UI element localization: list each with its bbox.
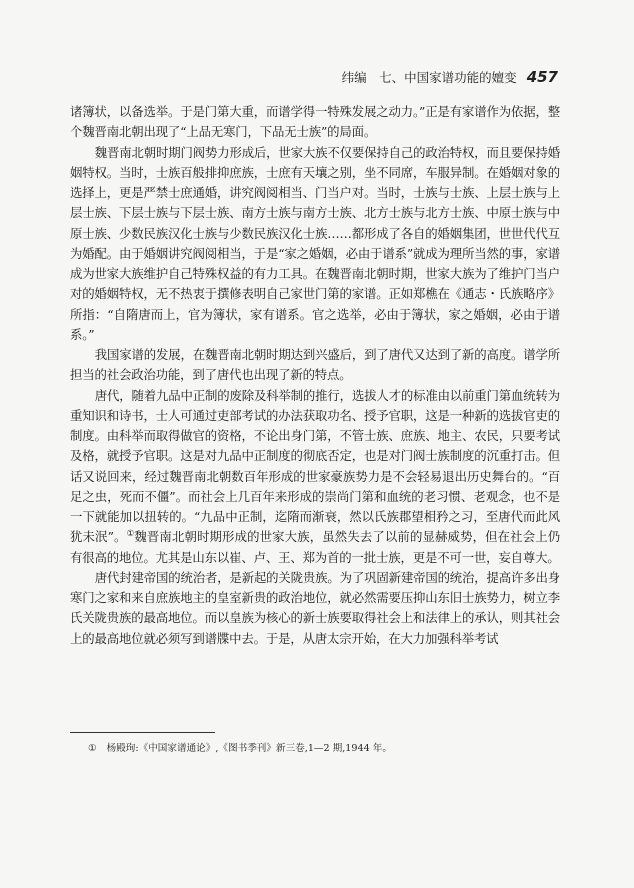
paragraph-3: 我国家谱的发展，在魏晋南北朝时期达到兴盛后，到了唐代又达到了新的高度。谱学所担当的社会政治功能，到了唐代也出现了新的特点。 [70, 347, 560, 383]
footnote-divider [70, 732, 215, 733]
paragraph-1: 诸簿状，以备选举。于是门第大重，而谱学得一特殊发展之动力。”正是有家谱作为依据，整个魏晋南北朝出现了“上品无寒门，下品无士族”的局面。 [70, 104, 560, 140]
footnote-mark: ① [88, 743, 97, 754]
header-section-title: 纬编 七、中国家谱功能的嬗变 [341, 70, 517, 85]
footnote-text: 杨殿珣:《中国家谱通论》,《图书季刊》新三卷,1—2 期,1944 年。 [106, 743, 392, 754]
footnote [88, 742, 558, 756]
paragraph-5: 唐代封建帝国的统治者，是新起的关陇贵族。为了巩固新建帝国的统治，提高许多出身寒门之家和来自庶族地主的皇室新贵的政治地位，就必然需要压抑山东旧士族势力，树立李氏关陇贵族的最高地位。而以皇族为核心的新士族要取得社会上和法律上的承认，则其社会上的最高地位就必须写到谱牒中去。于是，从唐太宗开始，在大力加强科举考试 [70, 569, 560, 646]
running-header [70, 68, 558, 86]
paragraph-2: 魏晋南北朝时期门阀势力形成后，世家大族不仅要保持自己的政治特权，而且要保持婚姻特权。当时，士族百般排抑庶族，士庶有天壤之别，坐不同席，车服异制。在婚姻对象的选择上，更是严禁士庶通婚，讲究阀阅相当、门当户对。当时，士族与士族、上层士族与上层士族、下层士族与下层士族、南方士族与南方士族、北方士族与北方士族、中原士族与中原士族、少数民族汉化士族与少数民族汉化士族……都形成了各自的婚姻集团，世世代代互为婚配。由于婚姻讲究阀阅相当，于是“家之婚姻，必由于谱系”就成为理所当然的事，家谱成为世家大族维护自己特殊权益的有力工具。在魏晋南北朝时期，世家大族为了维护门当户对的婚姻特权，无不热衷于撰修表明自己家世门第的家谱。正如郑樵在《通志・氏族略序》所指：“自隋唐而上，官为簿状，家有谱系。官之选举，必由于簿状，家之婚姻，必由于谱系。” [70, 144, 560, 342]
footnote-reference[interactable]: ① [126, 529, 135, 540]
paragraph-4-text: 唐代，随着九品中正制的废除及科举制的推行，选拔人才的标准由以前重门第血统转为重知识和诗书，士人可通过吏部考试的办法获取功名、授予官职，这是一种新的选拔官吏的制度。由科举而取得做官的资格，不论出身门第，不管士族、庶族、地主、农民，只要考试及格，就授予官职。这是对九品中正制度的彻底否定，也是对门阀士族制度的沉重打击。但话又说回来，经过魏晋南北朝数百年形成的世家豪族势力是不会轻易退出历史舞台的。“百足之虫，死而不僵”。而社会上几百年来形成的崇尚门第和血统的老习惯、老观念，也不是一下就能加以扭转的。“九品中正制，迄隋而渐衰，然以氏族郡望相矜之习，至唐代而此风犹未泯”。 [70, 387, 560, 545]
page-number: 457 [526, 68, 558, 86]
paragraph-4 [70, 386, 560, 568]
paragraph-4-tail: 魏晋南北朝时期形成的世家大族，虽然失去了以前的显赫威势，但在社会上仍有很高的地位。尤其是山东以崔、卢、王、郑为首的一批士族，更是不可一世，妄自尊大。 [70, 529, 560, 565]
body-text [70, 102, 560, 649]
